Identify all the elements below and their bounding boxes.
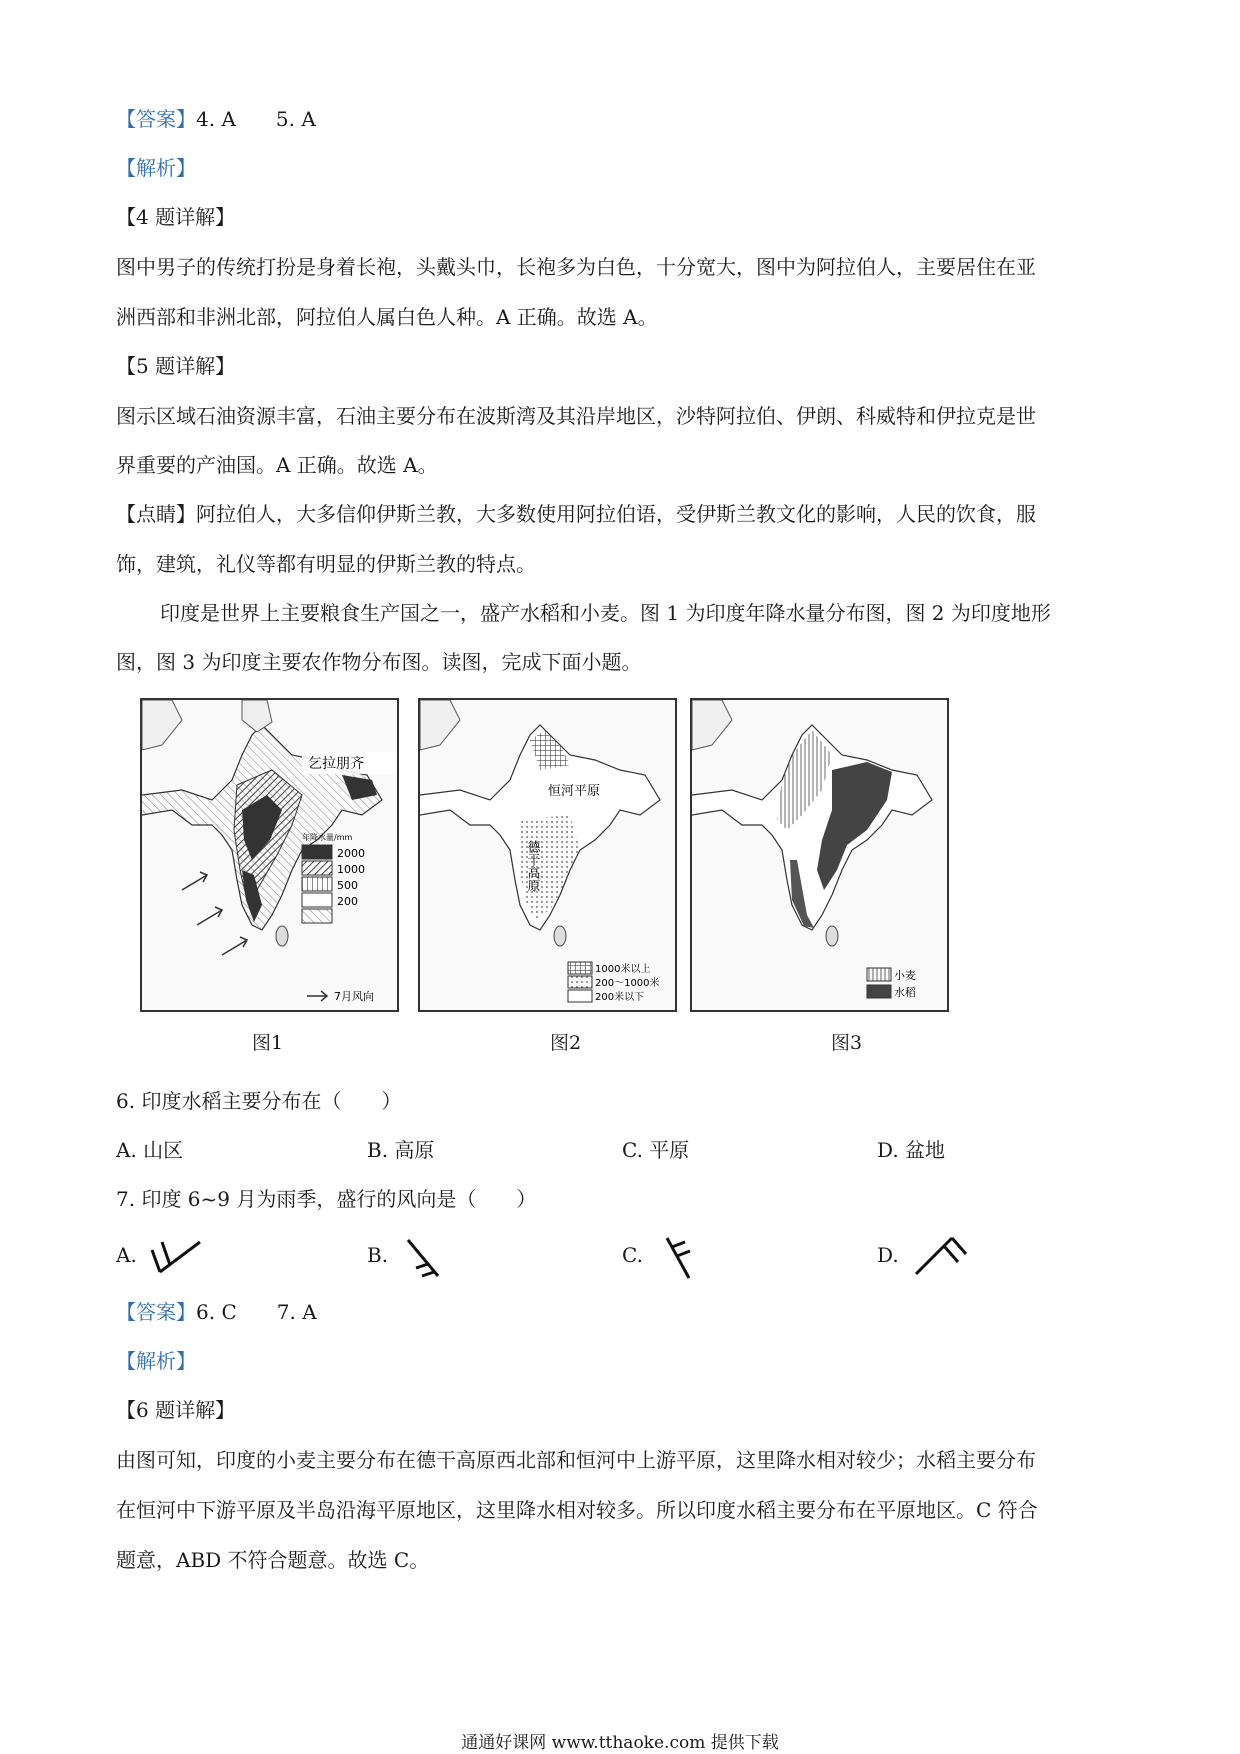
q5-text-line2: 界重要的产油国。A 正确。故选 A。 <box>116 453 438 477</box>
q6-option-b: B. 高原 <box>367 1138 435 1162</box>
legend-2000: 2000 <box>337 847 365 860</box>
q7-stem: 7. 印度 6~9 月为雨季，盛行的风向是（ ） <box>116 1187 537 1211</box>
q7-option-b <box>367 1242 388 1268</box>
answer-6: 6. C <box>196 1300 237 1324</box>
answer-tag-2: 【答案】 <box>116 1300 196 1324</box>
page-footer: 通通好课网 www.tthaoke.com 提供下载 <box>461 1733 779 1753</box>
q7-option-c <box>622 1242 643 1268</box>
q6-stem: 6. 印度水稻主要分布在（ ） <box>116 1089 402 1113</box>
q6-option-c: C. 平原 <box>622 1138 690 1162</box>
q7-option-c-label: C. <box>622 1243 643 1267</box>
answer-line-6-7 <box>116 1299 317 1325</box>
fig1-legend <box>302 832 374 1003</box>
intro-line2: 图，图 3 为印度主要农作物分布图。读图，完成下面小题。 <box>116 650 642 674</box>
q6-text-line2: 在恒河中下游平原及半岛沿海平原地区，这里降水相对较多。所以印度水稻主要分布在平原地区。C 符合 <box>116 1498 1038 1522</box>
figure-2-caption: 图2 <box>550 1032 582 1054</box>
figure-3-caption: 图3 <box>831 1032 863 1054</box>
answer-4: 4. A <box>196 107 236 131</box>
legend-wind: 7月风向 <box>334 990 374 1003</box>
legend-500: 500 <box>337 879 358 892</box>
india-crop-map <box>692 700 947 1010</box>
label-deccan-plateau: 德干高原 <box>524 840 540 892</box>
q4-text-line2: 洲西部和非洲北部，阿拉伯人属白色人种。A 正确。故选 A。 <box>116 305 658 329</box>
q4-text-line1: 图中男子的传统打扮是身着长袍，头戴头巾，长袍多为白色，十分宽大，图中为阿拉伯人，主要居住在亚 <box>116 255 1036 279</box>
q6-option-d: D. 盆地 <box>877 1138 946 1162</box>
figure-3-crop-map <box>690 698 949 1012</box>
wind-symbol-c <box>655 1232 700 1282</box>
india-terrain-map <box>420 700 675 1010</box>
fig3-legend <box>867 968 916 999</box>
legend-200: 200 <box>337 895 358 908</box>
answer-line-4-5 <box>116 106 316 132</box>
legend-title: 年降水量/mm <box>302 833 353 842</box>
figure-2-terrain-map <box>418 698 677 1012</box>
answer-5: 5. A <box>275 107 316 131</box>
legend-below-200: 200米以下 <box>595 992 645 1003</box>
q7-option-a-label: A. <box>116 1243 137 1267</box>
analysis-tag-2: 【解析】 <box>116 1349 196 1373</box>
answer-tag: 【答案】 <box>116 107 196 131</box>
fig2-legend <box>568 962 660 1003</box>
monsoon-wind-arrows <box>182 872 247 955</box>
label-ganges-plain: 恒河平原 <box>548 784 601 799</box>
q7-option-a <box>116 1242 137 1268</box>
figure-1-precipitation-map <box>140 698 399 1012</box>
analysis-tag: 【解析】 <box>116 156 196 180</box>
tip-line1: 【点睛】阿拉伯人，大多信仰伊斯兰教，大多数使用阿拉伯语，受伊斯兰教文化的影响，人民的饮食，服 <box>116 502 1036 526</box>
wind-symbol-b <box>400 1232 450 1282</box>
q5-heading: 【5 题详解】 <box>116 354 236 378</box>
intro-line1: 印度是世界上主要粮食生产国之一，盛产水稻和小麦。图 1 为印度年降水量分布图，图 2 为印度地形 <box>160 601 1051 625</box>
q5-text-line1: 图示区域石油资源丰富，石油主要分布在波斯湾及其沿岸地区，沙特阿拉伯、伊朗、科威特和伊拉克是世 <box>116 404 1036 428</box>
q6-option-a: A. 山区 <box>116 1138 184 1162</box>
q7-option-d <box>877 1242 899 1268</box>
legend-wheat: 小麦 <box>894 969 916 982</box>
q7-option-d-label: D. <box>877 1243 899 1267</box>
q6-text-line3: 题意，ABD 不符合题意。故选 C。 <box>116 1548 430 1572</box>
q4-heading: 【4 题详解】 <box>116 205 236 229</box>
india-precipitation-map <box>142 700 397 1010</box>
q7-option-b-label: B. <box>367 1243 389 1267</box>
legend-rice: 水稻 <box>894 986 916 999</box>
q6-text-line1: 由图可知，印度的小麦主要分布在德干高原西北部和恒河中上游平原，这里降水相对较少；水稻主要分布 <box>116 1448 1036 1472</box>
answer-7: 7. A <box>276 1300 317 1324</box>
q6-heading: 【6 题详解】 <box>116 1398 236 1422</box>
legend-1000: 1000 <box>337 863 365 876</box>
figure-1-caption: 图1 <box>252 1032 284 1054</box>
tip-line2: 饰，建筑，礼仪等都有明显的伊斯兰教的特点。 <box>116 552 536 576</box>
wind-symbol-d <box>910 1232 970 1278</box>
label-cherrapunji: 乞拉朋齐 <box>308 756 364 772</box>
legend-200-1000: 200～1000米 <box>595 978 660 989</box>
wind-symbol-a <box>150 1232 210 1278</box>
legend-above-1000: 1000米以上 <box>595 964 651 975</box>
